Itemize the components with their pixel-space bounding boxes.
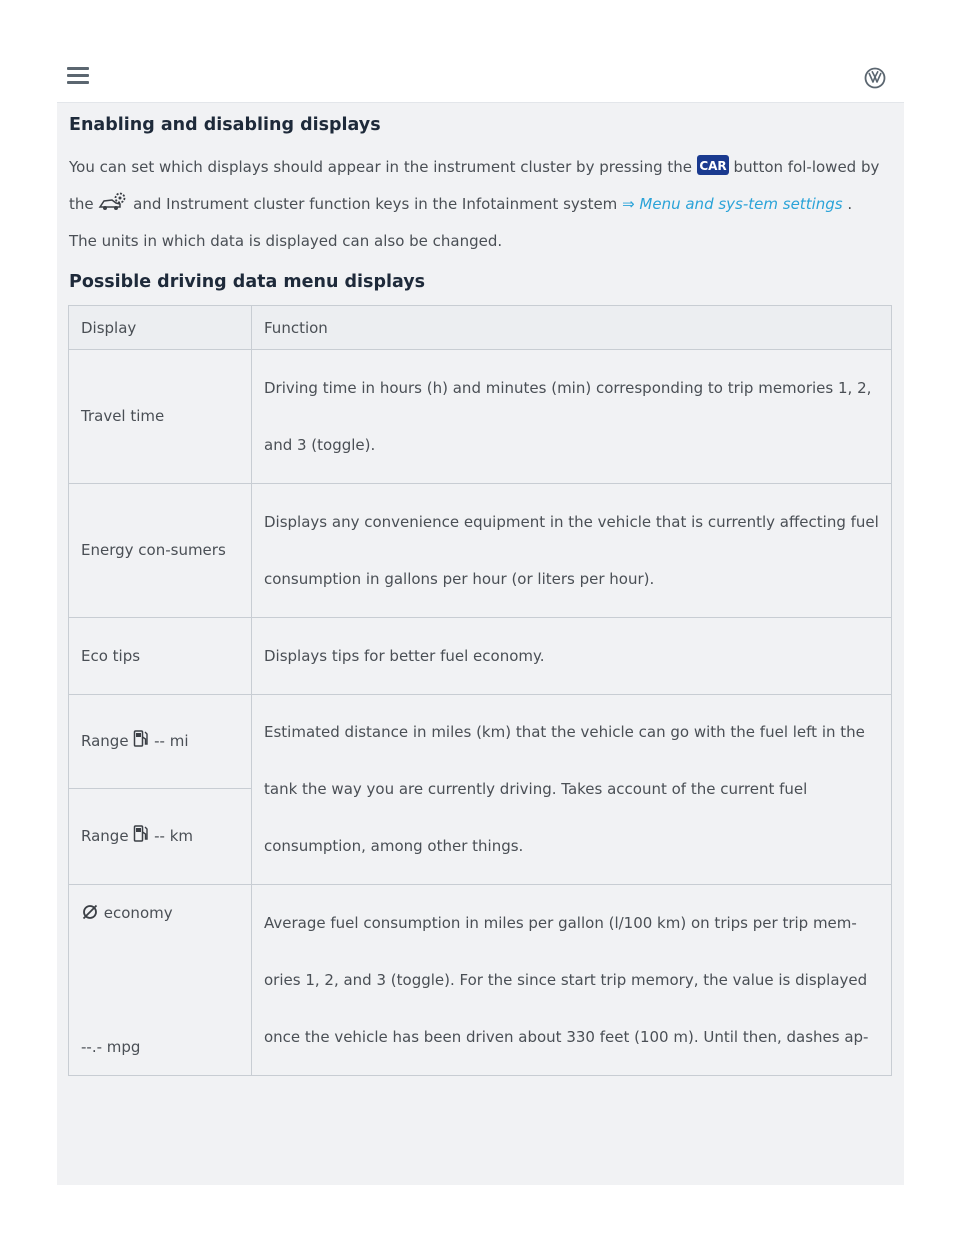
menu-settings-link[interactable]: ⇒ Menu and sys-tem settings (622, 195, 843, 213)
economy-value: --.- mpg (81, 1038, 141, 1056)
hamburger-menu-icon[interactable] (67, 67, 89, 87)
display-cell (69, 695, 252, 789)
display-cell: Eco tips (69, 618, 252, 695)
range-value: -- mi (154, 732, 189, 750)
car-button-label: CAR (699, 159, 727, 173)
settings-car-gear-icon (98, 192, 128, 212)
intro-text-1: You can set which displays should appear in the instrument cluster by pressing the (69, 158, 697, 176)
fuel-pump-icon (133, 729, 149, 749)
table-row (69, 618, 892, 695)
intro-paragraph (69, 149, 884, 260)
function-cell: Estimated distance in miles (km) that the vehicle can go with the fuel left in the tank the way you are currently driving. Takes account of the current fuel consumption, among other things. (252, 695, 892, 885)
range-label: Range (81, 732, 129, 750)
document-content (57, 103, 904, 1185)
intro-text-4: . The units in which data is displayed can also be changed. (69, 195, 853, 250)
average-symbol-icon (81, 903, 99, 921)
driving-data-table (68, 305, 892, 1076)
display-cell: Travel time (69, 350, 252, 484)
economy-label-line (81, 902, 239, 924)
display-cell (69, 885, 252, 1076)
range-value: -- km (154, 827, 194, 845)
range-label: Range (81, 827, 129, 845)
table-row (69, 885, 892, 1076)
car-button-icon (697, 155, 729, 175)
display-cell (69, 789, 252, 885)
intro-text-2: button fol-lowed by the (69, 158, 880, 213)
table-row (69, 695, 892, 789)
intro-text-3: and Instrument cluster function keys in the Infotainment system (128, 195, 623, 213)
economy-label: economy (103, 904, 173, 922)
table-row (69, 484, 892, 618)
table-row (69, 350, 892, 484)
vw-logo-icon[interactable] (864, 67, 886, 89)
header-function: Function (252, 306, 892, 350)
section-title: Enabling and disabling displays (69, 115, 381, 135)
function-cell: Displays any convenience equipment in the vehicle that is currently affecting fuel consumption in gallons per hour (or liters per hour). (252, 484, 892, 618)
function-cell: Displays tips for better fuel economy. (252, 618, 892, 695)
function-cell: Average fuel consumption in miles per gallon (l/100 km) on trips per trip mem-ories 1, 2, and 3 (toggle). For the since start trip memory, the value is displayed once the vehicle has been driven about 330 feet (100 m). Until then, dashes ap- (252, 885, 892, 1076)
header-display: Display (69, 306, 252, 350)
top-bar (57, 55, 904, 103)
display-cell: Energy con-sumers (69, 484, 252, 618)
subsection-title: Possible driving data menu displays (69, 272, 426, 292)
fuel-pump-icon (133, 824, 149, 844)
function-cell: Driving time in hours (h) and minutes (min) corresponding to trip memories 1, 2, and 3 (toggle). (252, 350, 892, 484)
